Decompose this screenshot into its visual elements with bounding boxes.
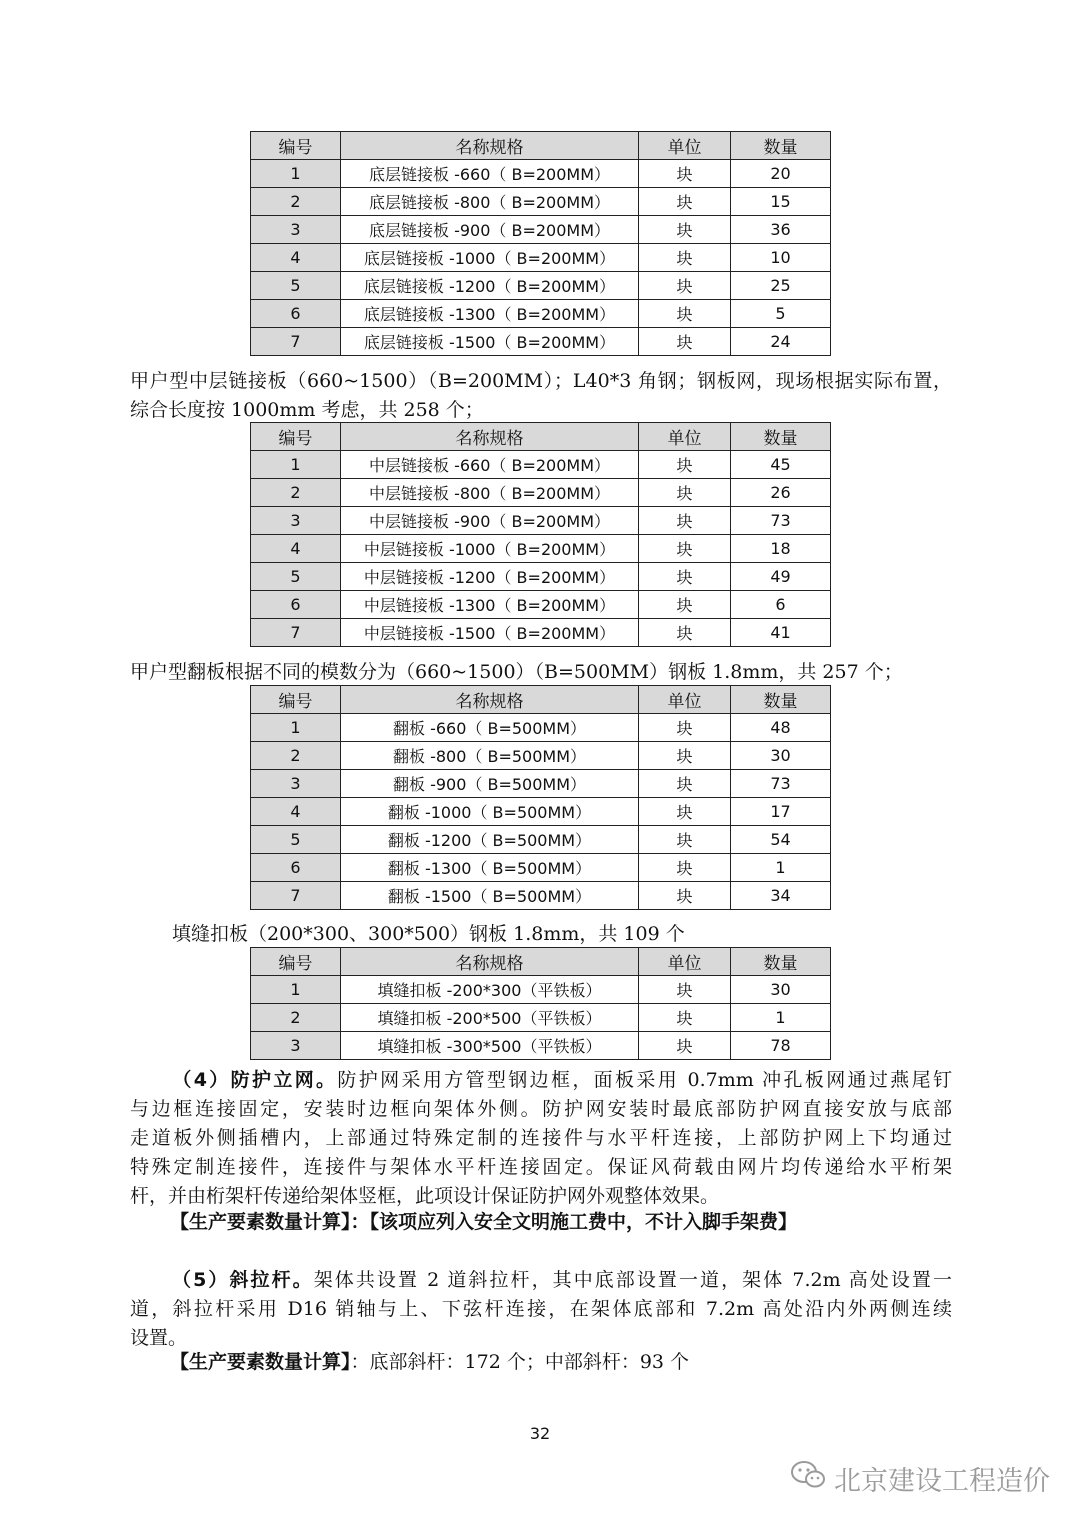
cell-id: 3	[251, 770, 341, 798]
cell-unit: 块	[639, 563, 731, 591]
cell-name: 中层链接板 -1300（ B=200MM）	[341, 591, 639, 619]
cell-id: 5	[251, 272, 341, 300]
cell-unit: 块	[639, 619, 731, 647]
cell-unit: 块	[639, 451, 731, 479]
section4-calc: 【生产要素数量计算】：【该项应列入安全文明施工费中，不计入脚手架费】	[170, 1211, 798, 1233]
table-body	[251, 451, 831, 647]
cell-qty: 10	[731, 244, 831, 272]
header-name: 名称规格	[341, 686, 639, 714]
cell-unit: 块	[639, 300, 731, 328]
cell-qty: 20	[731, 160, 831, 188]
table-row	[251, 770, 831, 798]
cell-unit: 块	[639, 770, 731, 798]
cell-id: 7	[251, 619, 341, 647]
cell-id: 4	[251, 535, 341, 563]
header-qty: 数量	[731, 132, 831, 160]
cell-name: 底层链接板 -1000（ B=200MM）	[341, 244, 639, 272]
cell-unit: 块	[639, 798, 731, 826]
cell-unit: 块	[639, 216, 731, 244]
text1-line2: 综合长度按 1000mm 考虑，共 258 个；	[130, 399, 484, 421]
header-unit: 单位	[639, 948, 731, 976]
section4-line1-text: 防护网采用方管型钢边框，面板采用 0.7mm 冲孔板网通过燕尾钉	[337, 1069, 952, 1091]
cell-qty: 73	[731, 507, 831, 535]
cell-id: 4	[251, 798, 341, 826]
header-unit: 单位	[639, 686, 731, 714]
cell-unit: 块	[639, 188, 731, 216]
cell-name: 底层链接板 -660（ B=200MM）	[341, 160, 639, 188]
cell-name: 底层链接板 -1300（ B=200MM）	[341, 300, 639, 328]
cell-unit: 块	[639, 854, 731, 882]
page-number: 32	[529, 1424, 551, 1443]
table-row	[251, 882, 831, 910]
cell-name: 翻板 -1000（ B=500MM）	[341, 798, 639, 826]
section4-line4: 特殊定制连接件，连接件与架体水平杆连接固定。保证风荷载由网片均传递给水平桁架	[130, 1156, 952, 1178]
table-row	[251, 591, 831, 619]
wechat-icon	[790, 1460, 826, 1497]
table-header-row	[251, 132, 831, 160]
table-row	[251, 854, 831, 882]
cell-name: 中层链接板 -660（ B=200MM）	[341, 451, 639, 479]
table-row	[251, 479, 831, 507]
cell-qty: 1	[731, 1004, 831, 1032]
table-header-row	[251, 948, 831, 976]
cell-name: 填缝扣板 -300*500（平铁板）	[341, 1032, 639, 1060]
cell-qty: 18	[731, 535, 831, 563]
cell-id: 6	[251, 854, 341, 882]
section5-calc	[170, 1348, 950, 1377]
cell-name: 中层链接板 -1200（ B=200MM）	[341, 563, 639, 591]
header-unit: 单位	[639, 423, 731, 451]
section5-calc-label: 【生产要素数量计算】	[170, 1351, 351, 1373]
table-row	[251, 1004, 831, 1032]
cell-name: 底层链接板 -1200（ B=200MM）	[341, 272, 639, 300]
table-row	[251, 1032, 831, 1060]
cell-id: 6	[251, 300, 341, 328]
cell-name: 翻板 -1300（ B=500MM）	[341, 854, 639, 882]
section5-line3: 设置。	[130, 1327, 188, 1349]
cell-unit: 块	[639, 976, 731, 1004]
cell-unit: 块	[639, 479, 731, 507]
cell-unit: 块	[639, 160, 731, 188]
section5-line1-text: 架体共设置 2 道斜拉杆，其中底部设置一道，架体 7.2m 高处设置一	[313, 1269, 952, 1291]
cell-id: 1	[251, 714, 341, 742]
cell-id: 1	[251, 160, 341, 188]
cell-name: 中层链接板 -1500（ B=200MM）	[341, 619, 639, 647]
table-row	[251, 535, 831, 563]
cell-name: 底层链接板 -1500（ B=200MM）	[341, 328, 639, 356]
table-row	[251, 244, 831, 272]
table-row	[251, 216, 831, 244]
section4-line1	[130, 1066, 952, 1095]
section5-line1	[130, 1266, 952, 1295]
cell-name: 翻板 -660（ B=500MM）	[341, 714, 639, 742]
cell-id: 2	[251, 1004, 341, 1032]
cell-id: 6	[251, 591, 341, 619]
cell-qty: 15	[731, 188, 831, 216]
header-id: 编号	[251, 132, 341, 160]
cell-name: 翻板 -800（ B=500MM）	[341, 742, 639, 770]
cell-id: 7	[251, 882, 341, 910]
header-id: 编号	[251, 948, 341, 976]
header-unit: 单位	[639, 132, 731, 160]
cell-qty: 5	[731, 300, 831, 328]
cell-unit: 块	[639, 591, 731, 619]
flip-plate-table	[250, 685, 831, 910]
cell-id: 5	[251, 563, 341, 591]
cell-unit: 块	[639, 535, 731, 563]
cell-qty: 17	[731, 798, 831, 826]
table-row	[251, 976, 831, 1004]
section5-calc-value: ：底部斜杆：172 个；中部斜杆：93 个	[350, 1351, 690, 1373]
cell-name: 填缝扣板 -200*500（平铁板）	[341, 1004, 639, 1032]
cell-unit: 块	[639, 1032, 731, 1060]
cell-name: 填缝扣板 -200*300（平铁板）	[341, 976, 639, 1004]
cell-qty: 30	[731, 742, 831, 770]
header-qty: 数量	[731, 948, 831, 976]
table-row	[251, 507, 831, 535]
cell-unit: 块	[639, 328, 731, 356]
cell-id: 3	[251, 216, 341, 244]
cell-unit: 块	[639, 826, 731, 854]
cell-id: 4	[251, 244, 341, 272]
cell-qty: 49	[731, 563, 831, 591]
table-header-row	[251, 423, 831, 451]
table-row	[251, 563, 831, 591]
cell-unit: 块	[639, 507, 731, 535]
cell-name: 翻板 -900（ B=500MM）	[341, 770, 639, 798]
cell-name: 中层链接板 -1000（ B=200MM）	[341, 535, 639, 563]
watermark	[790, 1458, 1050, 1498]
cell-qty: 73	[731, 770, 831, 798]
section5-heading: （5）斜拉杆。	[170, 1269, 314, 1291]
table-row	[251, 451, 831, 479]
cell-id: 3	[251, 1032, 341, 1060]
cell-qty: 41	[731, 619, 831, 647]
table-row	[251, 160, 831, 188]
table-row	[251, 272, 831, 300]
bottom-link-plate-table	[250, 131, 831, 356]
table-body	[251, 160, 831, 356]
section4-line5: 杆，并由桁架杆传递给架体竖框，此项设计保证防护网外观整体效果。	[130, 1185, 720, 1207]
watermark-text: 北京建设工程造价	[834, 1465, 1050, 1497]
table-header-row	[251, 686, 831, 714]
table-row	[251, 300, 831, 328]
cell-name: 底层链接板 -900（ B=200MM）	[341, 216, 639, 244]
header-qty: 数量	[731, 686, 831, 714]
cell-qty: 30	[731, 976, 831, 1004]
cell-unit: 块	[639, 1004, 731, 1032]
cell-qty: 25	[731, 272, 831, 300]
cell-qty: 54	[731, 826, 831, 854]
cell-id: 1	[251, 976, 341, 1004]
gap-cover-plate-table	[250, 947, 831, 1060]
cell-qty: 1	[731, 854, 831, 882]
cell-qty: 6	[731, 591, 831, 619]
header-name: 名称规格	[341, 132, 639, 160]
text2-line1: 甲户型翻板根据不同的模数分为（660~1500）（B=500MM）钢板 1.8mm，共 257 个；	[130, 661, 903, 683]
cell-unit: 块	[639, 742, 731, 770]
cell-name: 中层链接板 -800（ B=200MM）	[341, 479, 639, 507]
table-row	[251, 619, 831, 647]
cell-qty: 78	[731, 1032, 831, 1060]
cell-unit: 块	[639, 882, 731, 910]
cell-qty: 24	[731, 328, 831, 356]
header-id: 编号	[251, 686, 341, 714]
header-qty: 数量	[731, 423, 831, 451]
table-row	[251, 328, 831, 356]
table-body	[251, 714, 831, 910]
section4-heading: （4）防护立网。	[170, 1069, 338, 1091]
cell-name: 中层链接板 -900（ B=200MM）	[341, 507, 639, 535]
cell-name: 翻板 -1500（ B=500MM）	[341, 882, 639, 910]
cell-id: 3	[251, 507, 341, 535]
cell-unit: 块	[639, 714, 731, 742]
cell-id: 5	[251, 826, 341, 854]
table-row	[251, 742, 831, 770]
text1-line1: 甲户型中层链接板（660~1500）（B=200MM）；L40*3 角钢；钢板网，现场根据实际布置，	[130, 370, 952, 392]
cell-id: 7	[251, 328, 341, 356]
table-body	[251, 976, 831, 1060]
cell-name: 底层链接板 -800（ B=200MM）	[341, 188, 639, 216]
cell-name: 翻板 -1200（ B=500MM）	[341, 826, 639, 854]
cell-id: 2	[251, 188, 341, 216]
cell-id: 1	[251, 451, 341, 479]
cell-unit: 块	[639, 272, 731, 300]
cell-unit: 块	[639, 244, 731, 272]
text3-line1: 填缝扣板（200*300、300*500）钢板 1.8mm，共 109 个	[172, 923, 685, 945]
middle-link-plate-table	[250, 422, 831, 647]
section4-line2: 与边框连接固定，安装时边框向架体外侧。防护网安装时最底部防护网直接安放与底部	[130, 1098, 952, 1120]
section4-line3: 走道板外侧插槽内，上部通过特殊定制的连接件与水平杆连接，上部防护网上下均通过	[130, 1127, 952, 1149]
cell-qty: 45	[731, 451, 831, 479]
cell-qty: 26	[731, 479, 831, 507]
cell-qty: 36	[731, 216, 831, 244]
header-id: 编号	[251, 423, 341, 451]
cell-qty: 34	[731, 882, 831, 910]
cell-qty: 48	[731, 714, 831, 742]
table-row	[251, 714, 831, 742]
table-row	[251, 188, 831, 216]
section5-line2: 道，斜拉杆采用 D16 销轴与上、下弦杆连接，在架体底部和 7.2m 高处沿内外两侧连续	[130, 1298, 952, 1320]
cell-id: 2	[251, 742, 341, 770]
table-row	[251, 798, 831, 826]
table-row	[251, 826, 831, 854]
cell-id: 2	[251, 479, 341, 507]
header-name: 名称规格	[341, 948, 639, 976]
header-name: 名称规格	[341, 423, 639, 451]
